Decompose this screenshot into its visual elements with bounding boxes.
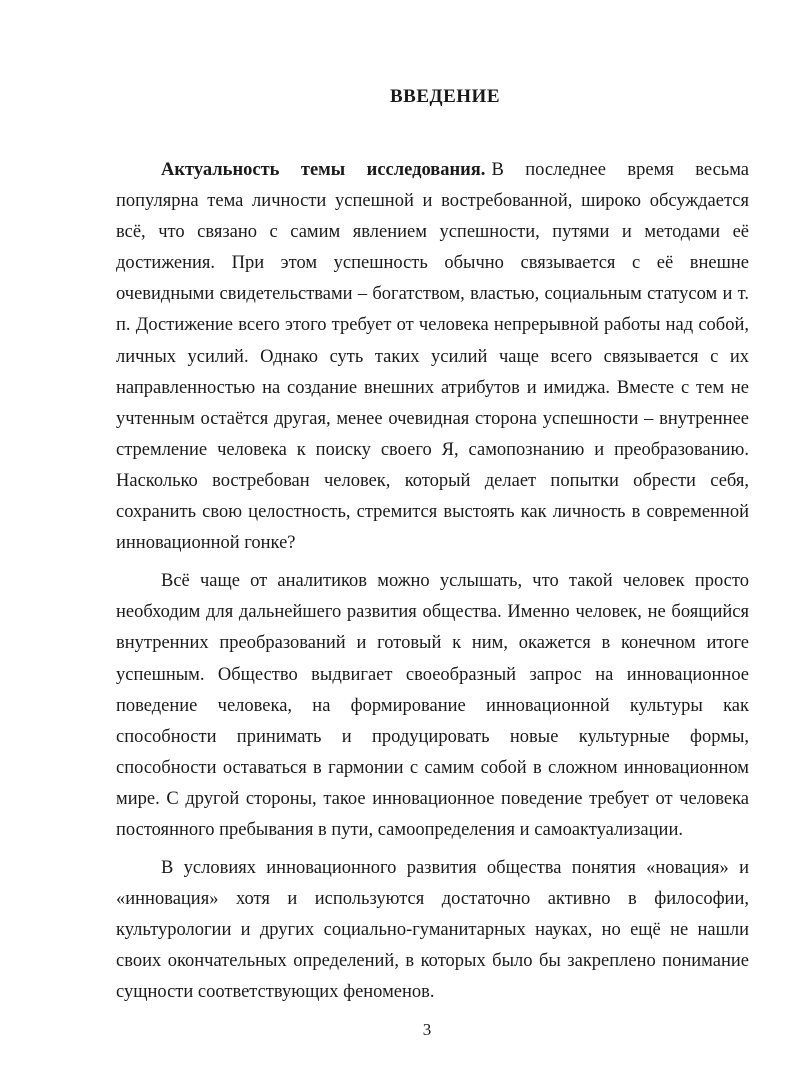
paragraph-lead: Актуальность темы исследования. [161,160,486,180]
body-text [116,155,749,1016]
page-number: 3 [422,1020,432,1039]
paragraph-text: В последнее время весьма популярна тема личности успешной и востребованной, широко обсуждается всё, что связано с самим явлением успешности, путями и методами её достижения. При этом успешность обычно связывается с её внешне очевидными свидетельствами – богатством, властью, социальным статусом и т. п. Достижение всего этого требует от человека непрерывной работы над собой, личных усилий. Однако суть таких усилий чаще всего связывается с их направленностью на создание внешних атрибутов и имиджа. Вместе с тем не учтенным остаётся другая, менее очевидная сторона успешности – внутреннее стремление человека к поиску своего Я, самопознанию и преобразованию. Насколько востребован человек, который делает попытки обрести себя, сохранить свою целостность, стремится выстоять как личность в современной инновационной гонке? [116,160,750,554]
paragraph-relevance [116,155,749,559]
paragraph-innovative-behavior: Всё чаще от аналитиков можно услышать, что такой человек просто необходим для дальнейшего развития общества. Именно человек, не боящийся внутренних преобразований и готовый к ним, окажется в конечном итоге успешным. Общество выдвигает своеобразный запрос на инновационное поведение человека, на формирование инновационной культуры как способности принимать и продуцировать новые культурные формы, способности оставаться в гармонии с самим собой в сложном инновационном мире. С другой стороны, такое инновационное поведение требует от человека постоянного пребывания в пути, самоопределения и самоактуализации. [116,571,749,840]
page-heading: ВВЕДЕНИЕ [390,86,500,107]
paragraph-innovation-concepts: В условиях инновационного развития общества понятия «новация» и «инновация» хотя и используются достаточно активно в философии, культурологии и других социально-гуманитарных науках, но ещё не нашли своих окончательных определений, в которых было бы закреплено понимание сущности соответствующих феноменов. [116,858,749,1003]
